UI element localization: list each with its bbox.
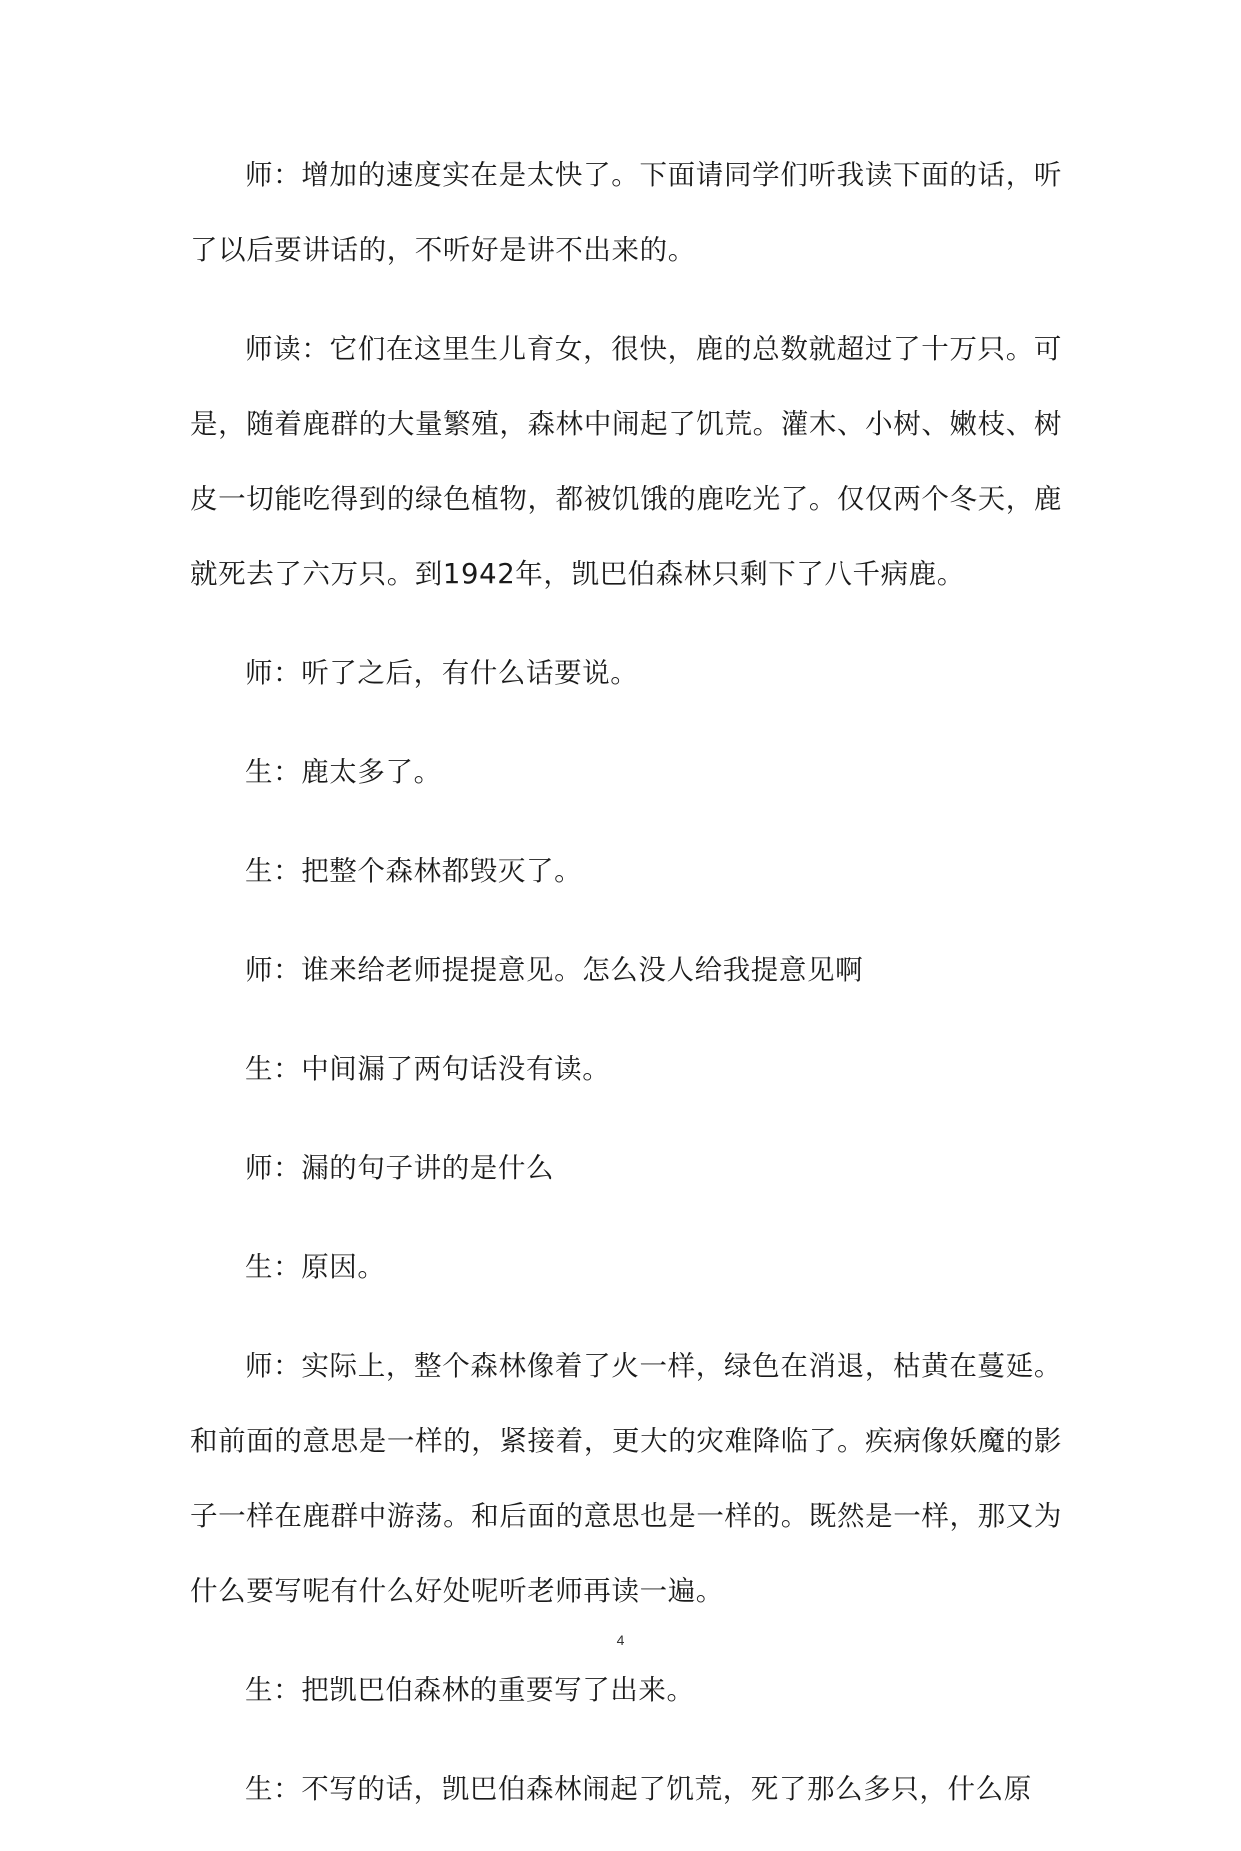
page-number: 4 (616, 1632, 625, 1648)
paragraph: 生：中间漏了两句话没有读。 (245, 1053, 611, 1085)
paragraph: 师：漏的句子讲的是什么 (245, 1152, 555, 1184)
paragraph: 师：听了之后，有什么话要说。 (245, 657, 639, 689)
paragraph: 生：不写的话，凯巴伯森林闹起了饥荒，死了那么多只，什么原 (245, 1773, 1032, 1805)
document-body (190, 138, 1062, 1851)
paragraph: 生：鹿太多了。 (245, 756, 442, 788)
paragraph: 生：把凯巴伯森林的重要写了出来。 (245, 1674, 695, 1706)
paragraph: 师：谁来给老师提提意见。怎么没人给我提意见啊 (245, 954, 864, 986)
paragraph: 师：增加的速度实在是太快了。下面请同学们听我读下面的话，听了以后要讲话的，不听好是讲不出来的。 (190, 159, 1062, 266)
paragraph: 师读：它们在这里生儿育女，很快，鹿的总数就超过了十万只。可是，随着鹿群的大量繁殖，森林中闹起了饥荒。灌木、小树、嫩枝、树皮一切能吃得到的绿色植物，都被饥饿的鹿吃光了。仅仅两个冬天，鹿就死去了六万只。到1942年，凯巴伯森林只剩下了八千病鹿。 (190, 333, 1062, 590)
paragraph: 师：实际上，整个森林像着了火一样，绿色在消退，枯黄在蔓延。和前面的意思是一样的，紧接着，更大的灾难降临了。疾病像妖魔的影子一样在鹿群中游荡。和后面的意思也是一样的。既然是一样，那又为什么要写呢有什么好处呢听老师再读一遍。 (190, 1350, 1062, 1607)
paragraph: 生：把整个森林都毁灭了。 (245, 855, 583, 887)
paragraph: 生：原因。 (245, 1251, 386, 1283)
